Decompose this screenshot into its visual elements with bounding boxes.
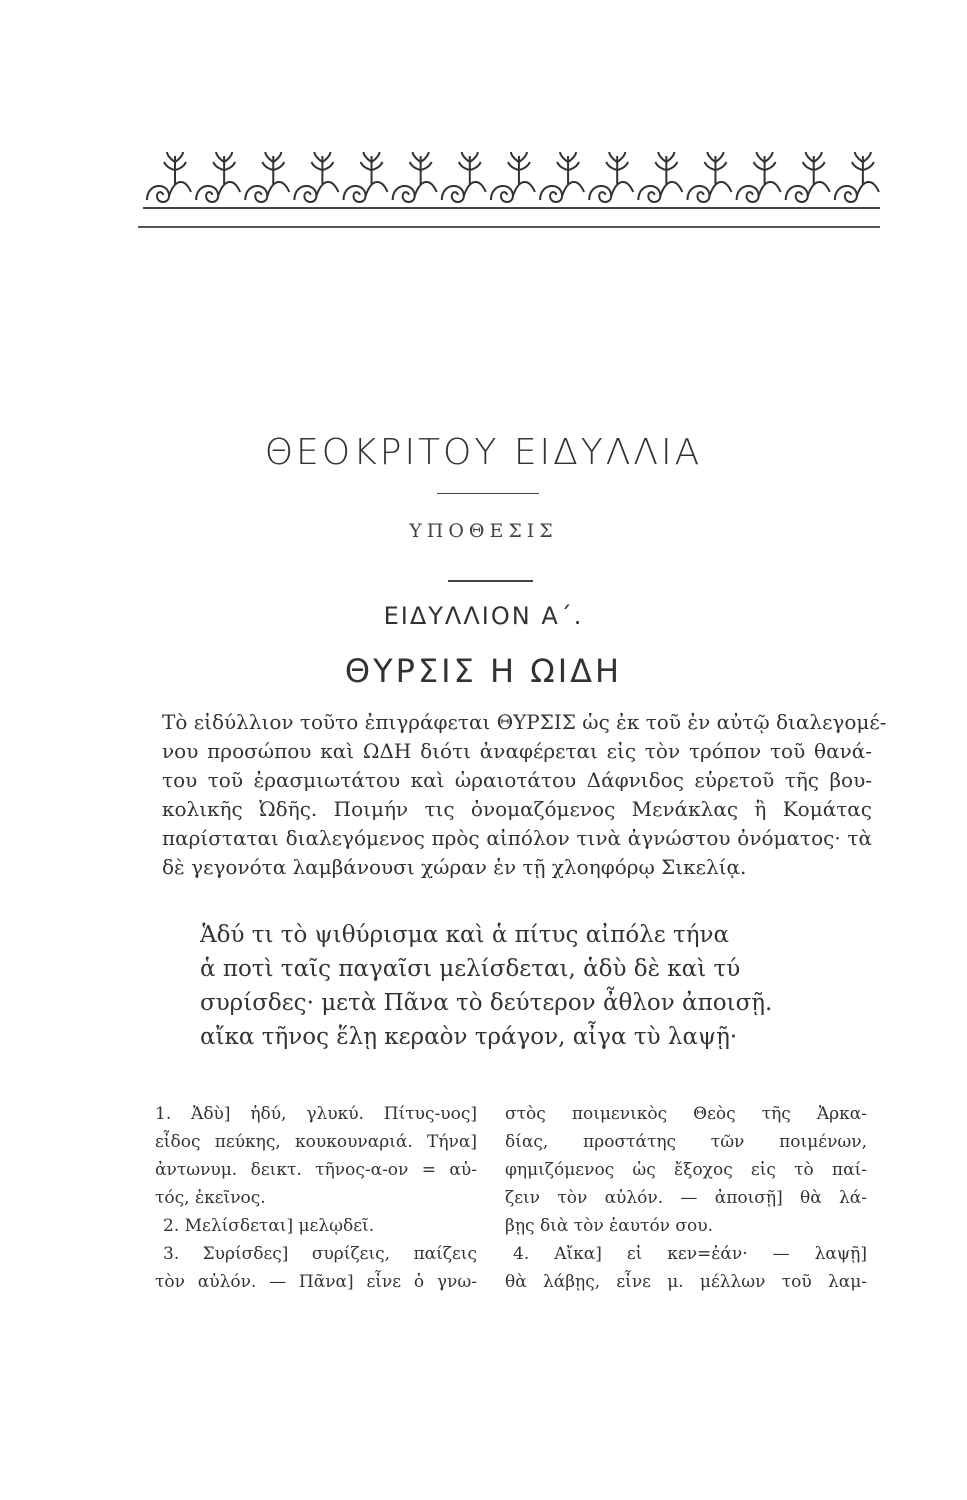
intro-line: Τὸ εἰδύλλιον τοῦτο ἐπιγράφεται ΘΥΡΣΙΣ ὡς ἐκ τοῦ ἐν αὐτῷ διαλεγομέ- (162, 710, 887, 734)
idyll-number: ΕΙΔΥΛΛΙΟΝ Α΄. (383, 602, 584, 630)
note-line: τὸν αὐλόν. — Πᾶνα] εἶνε ὁ γνω- (155, 1272, 477, 1292)
title-divider (437, 493, 539, 494)
hypothesis-divider (448, 580, 533, 582)
note-line: 1. Ἀδὺ] ἡδύ, γλυκύ. Πίτυς-υος] (155, 1104, 477, 1124)
note-line: δίας, προστάτης τῶν ποιμένων, (505, 1132, 867, 1152)
note-line: ἀντωνυμ. δεικτ. τῆνος-α-ον = αὐ- (155, 1160, 477, 1180)
frieze-motif (687, 152, 731, 202)
frieze-motif (786, 152, 830, 202)
intro-line: παρίσταται διαλεγόμενος πρὸς αἰπόλον τινὰ ἀγνώστου ὀνόματος· τὰ (162, 826, 872, 850)
frieze-motif (589, 152, 633, 202)
frieze-motif (147, 152, 191, 202)
note-line: 4. Αἴκα] εἰ κεν=ἐάν· — λαψῇ] (513, 1244, 867, 1264)
intro-line: νου προσώπου καὶ ΩΔΗ διότι ἀναφέρεται εἰς τὸν τρόπον τοῦ θανά- (162, 739, 872, 763)
note-line: στὸς ποιμενικὸς Θεὸς τῆς Ἀρκα- (505, 1104, 867, 1124)
note-line: ζειν τὸν αὐλόν. — ἀποισῇ] θὰ λά- (505, 1188, 867, 1208)
frieze-motif (344, 152, 388, 202)
idyll-subtitle: ΘΥΡΣΙΣ Η ΩΙΔΗ (344, 652, 623, 690)
verse-line: συρίσδες· μετὰ Πᾶνα τὸ δεύτερον ἆθλον ἀποισῇ. (200, 990, 773, 1016)
verse-block (200, 918, 820, 1054)
footnotes-right-column (505, 1100, 867, 1296)
footnotes-left-column (155, 1100, 477, 1296)
verse-line: ἁ ποτὶ ταῖς παγαῖσι μελίσδεται, ἁδὺ δὲ καὶ τύ (200, 956, 741, 982)
frieze-motif (491, 152, 535, 202)
frieze-motif (540, 152, 584, 202)
hypothesis-heading: ΥΠΟΘΕΣΙΣ (409, 520, 558, 542)
intro-paragraph (162, 708, 887, 882)
frieze-motif (393, 152, 437, 202)
note-line: εἶδος πεύκης, κουκουναριά. Τήνα] (155, 1132, 477, 1152)
frieze-motif (196, 152, 240, 202)
frieze-motif (245, 152, 289, 202)
verse-line: αἴκα τῆνος ἕλῃ κεραὸν τράγον, αἶγα τὺ λαψῇ· (200, 1024, 738, 1050)
frieze-motif (737, 152, 781, 202)
header-rule (138, 226, 880, 228)
intro-line: κολικῆς Ὠδῆς. Ποιμήν τις ὀνομαζόμενος Μενάκλας ἢ Κομάτας (162, 797, 872, 821)
note-line: 2. Μελίσδεται] μελῳδεῖ. (163, 1216, 375, 1236)
note-line: φημιζόμενος ὡς ἔξοχος εἰς τὸ παί- (505, 1160, 867, 1180)
book-title: ΘΕΟΚΡΙΤΟΥ ΕΙΔΥΛΛΙΑ (264, 432, 703, 473)
intro-line: του τοῦ ἐρασμιωτάτου καὶ ὡραιοτάτου Δάφνιδος εὑρετοῦ τῆς βου- (162, 768, 872, 792)
note-line: θὰ λάβῃς, εἶνε μ. μέλλων τοῦ λαμ- (505, 1272, 867, 1292)
frieze-motif (638, 152, 682, 202)
frieze-motif (835, 152, 879, 202)
ornament-frieze (143, 148, 880, 210)
intro-line: δὲ γεγονότα λαμβάνουσι χώραν ἐν τῇ χλοηφόρῳ Σικελίᾳ. (162, 855, 747, 879)
note-line: τός, ἐκεῖνος. (155, 1188, 266, 1208)
note-line: 3. Συρίσδες] συρίζεις, παίζεις (163, 1244, 477, 1264)
note-line: βῃς διὰ τὸν ἑαυτόν σου. (505, 1216, 713, 1236)
verse-line: Ἁδύ τι τὸ ψιθύρισμα καὶ ἁ πίτυς αἰπόλε τήνα (200, 922, 730, 948)
frieze-motif (442, 152, 486, 202)
frieze-motif (294, 152, 338, 202)
